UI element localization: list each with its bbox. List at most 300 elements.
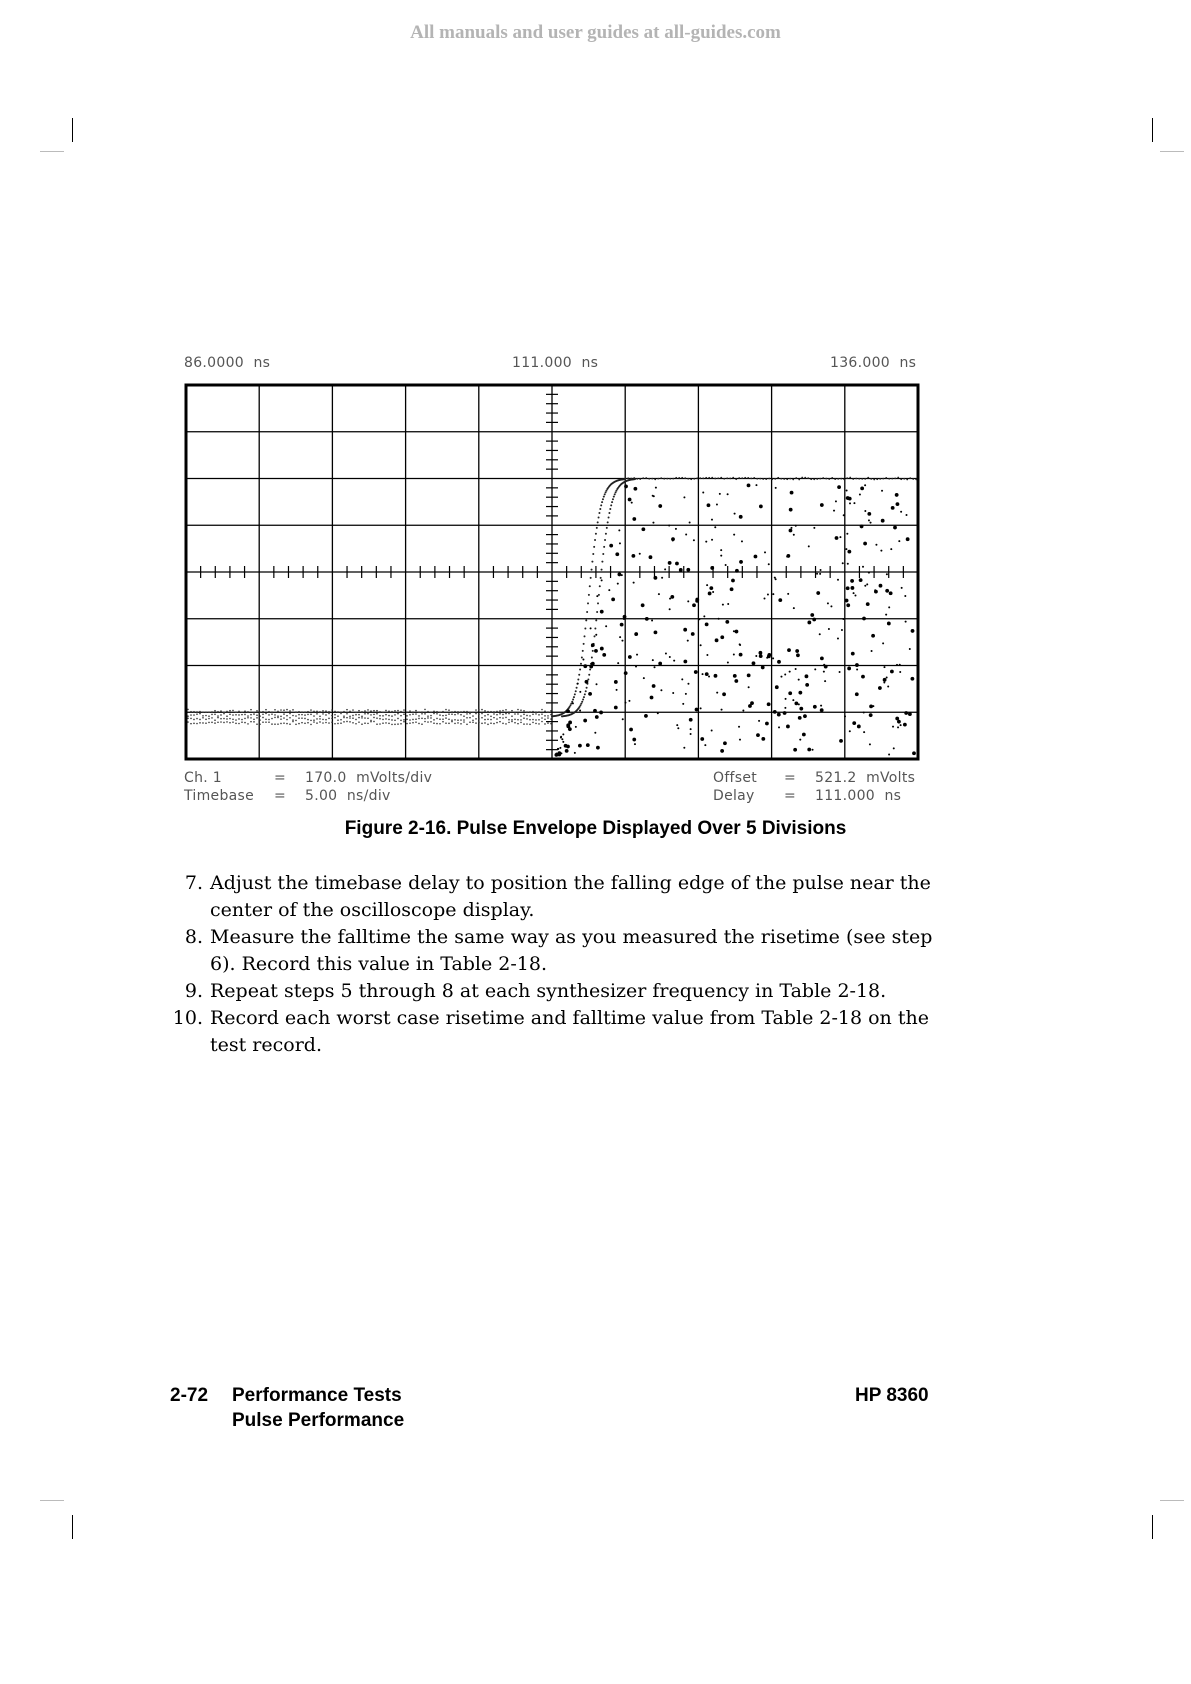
trace-point xyxy=(427,721,429,723)
trace-point xyxy=(628,498,632,502)
trace-point xyxy=(376,713,378,715)
trace-point xyxy=(340,719,342,721)
trace-point xyxy=(220,710,222,712)
trace-point xyxy=(878,686,882,690)
trace-point xyxy=(214,714,216,716)
trace-point xyxy=(574,752,576,754)
trace-point xyxy=(642,477,644,479)
trace-point xyxy=(846,586,850,590)
trace-point xyxy=(794,702,798,706)
trace-point xyxy=(855,663,859,667)
trace-point xyxy=(529,715,531,717)
trace-point xyxy=(645,617,649,621)
trace-point xyxy=(439,714,441,716)
trace-point xyxy=(280,723,282,725)
trace-point xyxy=(798,716,802,720)
trace-point xyxy=(208,711,210,713)
trace-point xyxy=(566,709,570,713)
trace-point xyxy=(896,664,898,666)
trace-point xyxy=(388,719,390,721)
trace-point xyxy=(481,717,483,719)
trace-point xyxy=(544,710,546,712)
crop-mark xyxy=(72,118,73,142)
trace-point xyxy=(789,529,793,533)
step-number: 8. xyxy=(184,926,203,948)
trace-point xyxy=(451,721,453,723)
trace-point xyxy=(583,696,585,698)
trace-point xyxy=(361,716,363,718)
trace-point xyxy=(585,690,587,692)
trace-point xyxy=(893,747,895,749)
trace-point xyxy=(268,721,270,723)
trace-point xyxy=(382,722,384,724)
trace-point xyxy=(791,527,793,529)
trace-point xyxy=(328,713,330,715)
trace-point xyxy=(337,715,339,717)
trace-point xyxy=(734,679,738,683)
graticule xyxy=(186,385,918,759)
trace-point xyxy=(307,722,309,724)
trace-point xyxy=(346,717,348,719)
trace-point xyxy=(657,712,659,714)
trace-point xyxy=(843,514,845,516)
trace-point xyxy=(250,717,252,719)
timebase-equals: = xyxy=(274,788,287,804)
trace-point xyxy=(193,714,195,716)
trace-point xyxy=(217,711,219,713)
trace-point xyxy=(271,723,273,725)
trace-point xyxy=(199,713,201,715)
trace-point xyxy=(710,566,714,570)
trace-point xyxy=(837,579,839,581)
trace-point xyxy=(658,593,660,595)
trace-point xyxy=(310,720,312,722)
trace-point xyxy=(789,671,791,673)
trace-point xyxy=(867,477,869,479)
trace-point xyxy=(268,714,270,716)
trace-point xyxy=(313,721,315,723)
timebase-value: 5.00 ns/div xyxy=(305,788,391,804)
trace-point xyxy=(596,683,598,685)
trace-point xyxy=(463,711,465,713)
trace-point xyxy=(277,723,279,725)
trace-point xyxy=(880,550,882,552)
trace-point xyxy=(472,715,474,717)
trace-point xyxy=(415,713,417,715)
trace-point xyxy=(585,619,587,621)
trace-point xyxy=(355,714,357,716)
trace-point xyxy=(574,693,576,695)
trace-point xyxy=(304,714,306,716)
trace-point xyxy=(739,560,743,564)
trace-point xyxy=(845,599,849,603)
trace-point xyxy=(508,713,510,715)
trace-point xyxy=(247,715,249,717)
trace-point xyxy=(708,675,710,677)
trace-point xyxy=(596,611,598,613)
trace-point xyxy=(875,544,877,546)
trace-point xyxy=(834,478,836,480)
trace-point xyxy=(687,640,689,642)
trace-point xyxy=(256,714,258,716)
trace-point xyxy=(352,709,354,711)
trace-point xyxy=(475,722,477,724)
trace-point xyxy=(690,478,692,480)
trace-point xyxy=(403,713,405,715)
trace-point xyxy=(367,717,369,719)
trace-point xyxy=(660,477,662,479)
trace-point xyxy=(199,719,201,721)
trace-point xyxy=(812,618,816,622)
trace-point xyxy=(526,711,528,713)
trace-point xyxy=(816,478,818,480)
trace-point xyxy=(616,689,618,691)
trace-point xyxy=(735,569,739,573)
trace-point xyxy=(268,719,270,721)
trace-point xyxy=(514,713,516,715)
trace-point xyxy=(837,637,839,639)
trace-point xyxy=(609,544,613,548)
trace-point xyxy=(391,724,393,726)
trace-point xyxy=(819,478,821,480)
trace-point xyxy=(454,711,456,713)
trace-point xyxy=(319,715,321,717)
trace-point xyxy=(885,614,887,616)
trace-point xyxy=(898,540,900,542)
trace-point xyxy=(661,577,663,579)
trace-point xyxy=(698,618,700,620)
trace-point xyxy=(813,478,815,480)
trace-point xyxy=(295,711,297,713)
trace-point xyxy=(514,719,516,721)
trace-point xyxy=(520,715,522,717)
trace-point xyxy=(587,678,589,680)
trace-point xyxy=(869,713,873,717)
trace-point xyxy=(629,728,633,732)
crop-mark xyxy=(40,1500,64,1501)
trace-point xyxy=(517,723,519,725)
trace-point xyxy=(235,711,237,713)
trace-point xyxy=(262,713,264,715)
trace-point xyxy=(777,660,781,664)
trace-point xyxy=(511,721,513,723)
trace-point xyxy=(575,690,577,692)
trace-point xyxy=(322,719,324,721)
trace-point xyxy=(621,574,623,576)
trace-point xyxy=(382,719,384,721)
trace-point xyxy=(879,584,883,588)
trace-point xyxy=(890,670,894,674)
trace-point xyxy=(711,477,713,479)
trace-point xyxy=(451,713,453,715)
trace-point xyxy=(496,714,498,716)
trace-point xyxy=(406,715,408,717)
trace-point xyxy=(591,657,593,659)
trace-point xyxy=(202,722,204,724)
trace-point xyxy=(619,636,621,638)
trace-point xyxy=(859,494,861,496)
trace-point xyxy=(896,502,900,506)
trace-point xyxy=(700,737,704,741)
trace-point xyxy=(388,715,390,717)
trace-point xyxy=(325,719,327,721)
trace-point xyxy=(274,717,276,719)
trace-point xyxy=(649,555,653,559)
trace-point xyxy=(820,705,822,707)
trace-point xyxy=(780,676,782,678)
trace-point xyxy=(187,715,189,717)
trace-point xyxy=(802,733,806,737)
trace-point xyxy=(562,733,564,735)
trace-point xyxy=(193,719,195,721)
trace-point xyxy=(651,619,653,621)
trace-point xyxy=(813,705,817,709)
trace-point xyxy=(367,713,369,715)
trace-point xyxy=(906,514,908,516)
trace-point xyxy=(265,709,267,711)
trace-point xyxy=(442,721,444,723)
trace-point xyxy=(433,722,435,724)
trace-point xyxy=(643,677,645,679)
trace-point xyxy=(337,711,339,713)
trace-point xyxy=(229,718,231,720)
trace-point xyxy=(304,722,306,724)
offset-equals: = xyxy=(784,770,797,786)
trace-point xyxy=(559,747,561,749)
trace-point xyxy=(820,708,824,712)
trace-point xyxy=(890,548,892,550)
trace-point xyxy=(292,719,294,721)
step-item xyxy=(160,1005,940,1059)
trace-point xyxy=(591,662,595,666)
trace-point xyxy=(487,724,489,726)
procedure-steps xyxy=(160,870,940,1059)
trace-point xyxy=(535,711,537,713)
trace-point xyxy=(580,703,582,705)
trace-point xyxy=(683,496,685,498)
trace-point xyxy=(532,722,534,724)
trace-point xyxy=(349,717,351,719)
trace-point xyxy=(633,477,635,479)
trace-point xyxy=(652,522,654,524)
trace-point xyxy=(690,733,692,735)
trace-point xyxy=(617,583,619,585)
trace-point xyxy=(568,721,572,725)
trace-point xyxy=(592,650,594,652)
trace-point xyxy=(604,539,606,541)
trace-point xyxy=(541,713,543,715)
trace-point xyxy=(394,710,396,712)
trace-point xyxy=(220,718,222,720)
trace-point xyxy=(906,537,910,541)
trace-point xyxy=(262,717,264,719)
offset-value: 521.2 mVolts xyxy=(815,770,916,786)
trace-point xyxy=(587,602,589,604)
trace-point xyxy=(795,525,797,527)
trace-point xyxy=(211,714,213,716)
trace-point xyxy=(789,508,793,512)
trace-point xyxy=(505,709,507,711)
trace-point xyxy=(579,704,581,706)
trace-point xyxy=(526,723,528,725)
trace-point xyxy=(295,715,297,717)
trace-point xyxy=(520,719,522,721)
trace-point xyxy=(319,718,321,720)
trace-point xyxy=(199,711,201,713)
trace-point xyxy=(665,652,667,654)
trace-point xyxy=(313,715,315,717)
trace-point xyxy=(820,569,822,571)
footer-section: Performance Tests xyxy=(232,1385,402,1406)
trace-point xyxy=(370,710,372,712)
trace-point xyxy=(837,485,841,489)
trace-point xyxy=(343,711,345,713)
trace-point xyxy=(672,478,674,480)
trace-point xyxy=(693,478,695,480)
trace-point xyxy=(400,723,402,725)
trace-point xyxy=(772,657,774,659)
trace-point xyxy=(385,714,387,716)
trace-point xyxy=(460,723,462,725)
trace-point xyxy=(532,711,534,713)
trace-point xyxy=(583,719,587,723)
trace-point xyxy=(334,723,336,725)
trace-point xyxy=(379,723,381,725)
trace-point xyxy=(712,591,714,593)
trace-point xyxy=(891,506,895,510)
trace-point xyxy=(581,701,583,703)
trace-point xyxy=(785,698,787,700)
crop-mark xyxy=(1152,1515,1153,1539)
trace-point xyxy=(220,721,222,723)
trace-point xyxy=(864,478,866,480)
trace-point xyxy=(593,709,597,713)
trace-point xyxy=(307,714,309,716)
trace-point xyxy=(673,660,675,662)
trace-point xyxy=(767,594,769,596)
trace-point xyxy=(634,743,636,745)
trace-point xyxy=(394,719,396,721)
trace-point xyxy=(502,717,504,719)
trace-point xyxy=(586,687,588,689)
trace-point xyxy=(421,713,423,715)
trace-point xyxy=(816,573,818,575)
trace-point xyxy=(765,722,769,726)
trace-point xyxy=(788,691,792,695)
trace-point xyxy=(654,666,656,668)
trace-point xyxy=(847,563,849,565)
trace-point xyxy=(654,478,656,480)
trace-point xyxy=(588,674,590,676)
trace-point xyxy=(864,510,866,512)
trace-point xyxy=(541,709,543,711)
trace-point xyxy=(566,745,570,749)
trace-point xyxy=(584,635,586,637)
trace-point xyxy=(807,477,809,479)
trace-point xyxy=(529,719,531,721)
trace-point xyxy=(820,656,824,660)
trace-point xyxy=(870,478,872,480)
trace-point xyxy=(406,723,408,725)
trace-point xyxy=(487,714,489,716)
trace-point xyxy=(475,709,477,711)
trace-point xyxy=(841,629,843,631)
trace-point xyxy=(241,721,243,723)
trace-point xyxy=(687,478,689,480)
trace-point xyxy=(755,484,757,486)
trace-point xyxy=(795,477,797,479)
trace-point xyxy=(594,539,596,541)
trace-point xyxy=(741,477,743,479)
trace-point xyxy=(669,608,671,610)
trace-point xyxy=(679,568,683,572)
trace-point xyxy=(490,711,492,713)
trace-point xyxy=(754,555,758,559)
trace-point xyxy=(762,478,764,480)
trace-point xyxy=(217,717,219,719)
trace-point xyxy=(750,477,752,479)
trace-point xyxy=(454,723,456,725)
trace-point xyxy=(702,491,704,493)
trace-point xyxy=(863,711,865,713)
trace-point xyxy=(883,666,885,668)
trace-point xyxy=(481,713,483,715)
trace-point xyxy=(605,491,607,493)
trace-point xyxy=(900,511,902,513)
trace-point xyxy=(214,710,216,712)
trace-point xyxy=(256,710,258,712)
trace-point xyxy=(597,521,599,523)
trace-point xyxy=(839,536,841,538)
trace-point xyxy=(445,717,447,719)
trace-point xyxy=(739,739,741,741)
trace-point xyxy=(274,723,276,725)
trace-point xyxy=(611,501,613,503)
trace-point xyxy=(727,493,729,495)
trace-point xyxy=(427,711,429,713)
trace-point xyxy=(692,603,696,607)
trace-point xyxy=(678,477,680,479)
trace-point xyxy=(711,729,713,731)
trace-point xyxy=(602,653,606,657)
trace-point xyxy=(786,478,788,480)
trace-point xyxy=(196,718,198,720)
trace-point xyxy=(262,721,264,723)
trace-point xyxy=(463,719,465,721)
trace-point xyxy=(860,486,864,490)
trace-point xyxy=(436,723,438,725)
trace-point xyxy=(912,751,916,755)
trace-point xyxy=(253,719,255,721)
trace-point xyxy=(316,713,318,715)
trace-point xyxy=(313,711,315,713)
trace-point xyxy=(496,718,498,720)
trace-point xyxy=(716,504,718,506)
trace-point xyxy=(565,749,569,753)
trace-point xyxy=(340,722,342,724)
trace-point xyxy=(738,726,740,728)
trace-point xyxy=(611,597,615,601)
trace-point xyxy=(298,711,300,713)
trace-point xyxy=(244,718,246,720)
trace-point xyxy=(804,477,806,479)
trace-point xyxy=(310,714,312,716)
trace-point xyxy=(636,654,638,656)
trace-point xyxy=(385,710,387,712)
trace-point xyxy=(566,724,570,728)
trace-point xyxy=(772,593,774,595)
trace-point xyxy=(280,709,282,711)
